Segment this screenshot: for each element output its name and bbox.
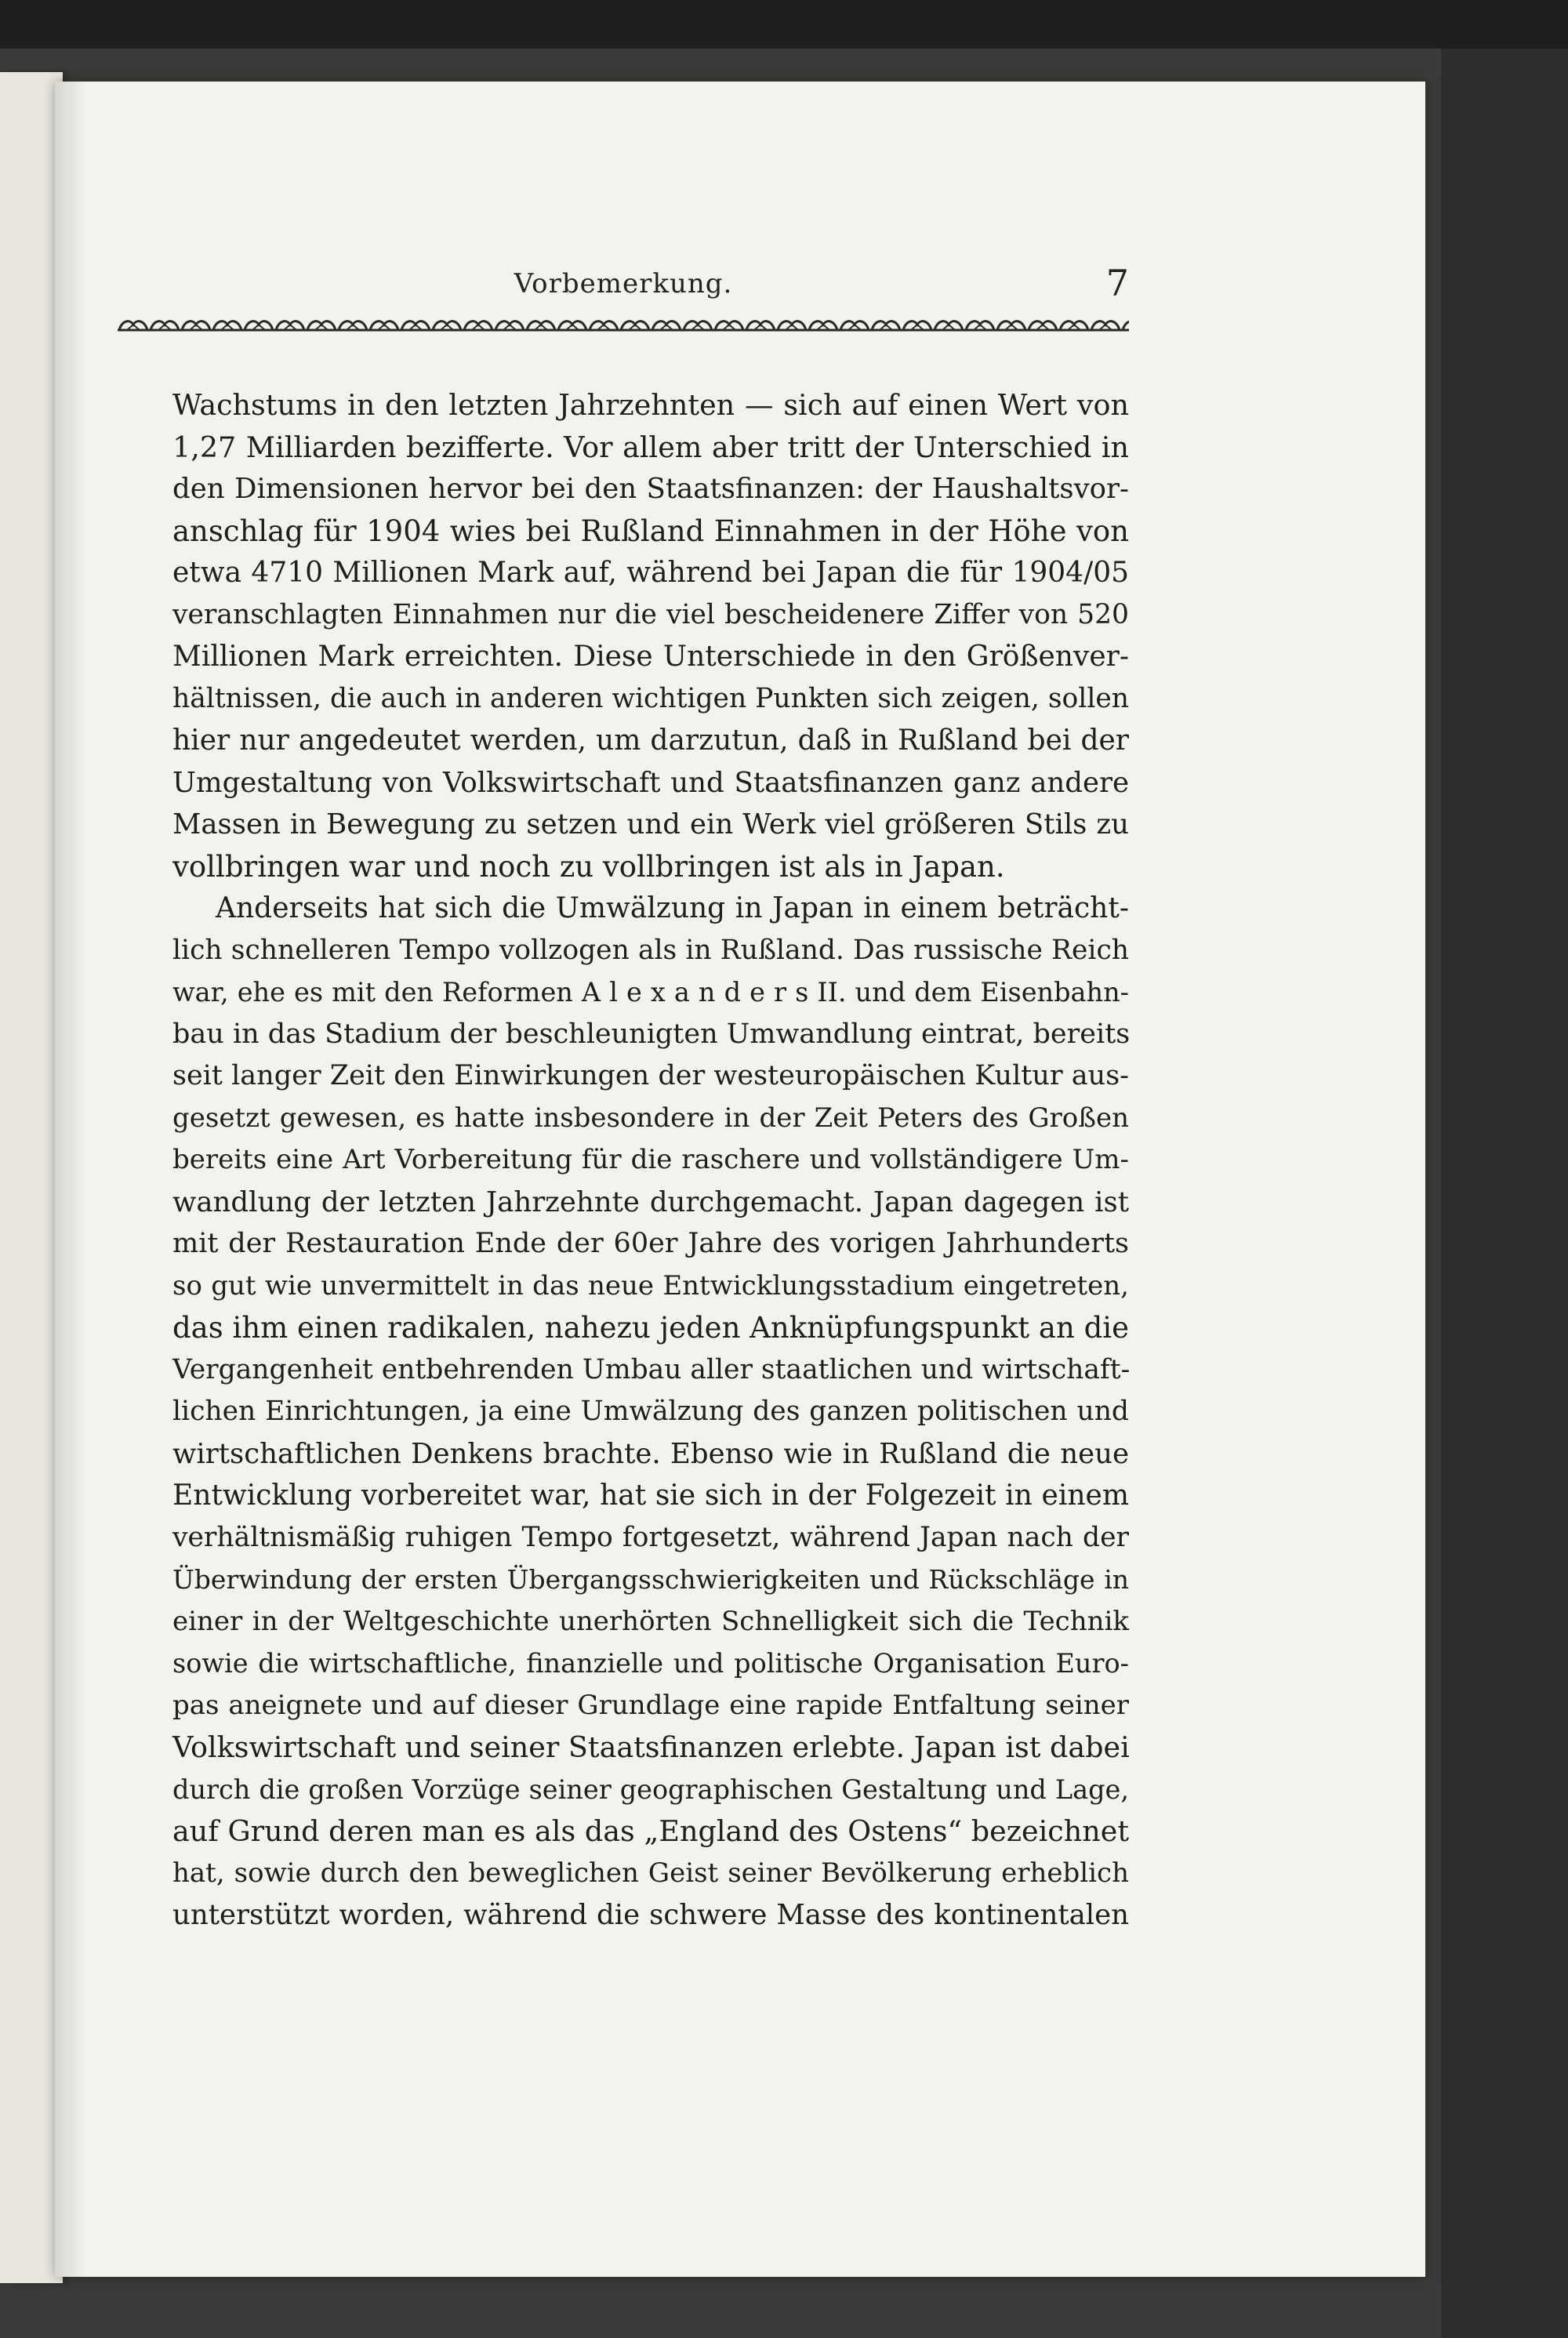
text-line: gesetzt gewesen, es hatte insbesondere in der Zeit Peters des Großen — [172, 1102, 1129, 1134]
text-line: pas aneignete und auf dieser Grundlage eine rapide Entfaltung seiner — [172, 1689, 1129, 1721]
text-line: war, ehe es mit den Reformen A l e x a n d e r s II. und dem Eisenbahn- — [172, 977, 1129, 1007]
text-line: bau in das Stadium der beschleunigten Umwandlung eintrat, bereits — [172, 1018, 1131, 1050]
text-line: Massen in Bewegung zu setzen und ein Werk viel größeren Stils zu — [172, 808, 1129, 840]
text-line: wandlung der letzten Jahrzehnte durchgemacht. Japan dagegen ist — [172, 1185, 1129, 1218]
scan-backdrop-top — [0, 0, 1568, 49]
text-line: hier nur angedeutet werden, um darzutun, daß in Rußland bei der — [172, 724, 1129, 757]
text-line: den Dimensionen hervor bei den Staatsfinanzen: der Haushaltsvor- — [172, 473, 1129, 505]
text-line: 1,27 Milliarden bezifferte. Vor allem aber tritt der Unterschied in — [172, 430, 1129, 464]
ornamental-rule — [118, 317, 1129, 332]
page-number: 7 — [1105, 262, 1129, 304]
text-line: Anderseits hat sich die Umwälzung in Japan in einem beträcht- — [216, 892, 1129, 924]
text-line: Millionen Mark erreichten. Diese Unterschiede in den Größenver- — [172, 641, 1129, 673]
text-line: unterstützt worden, während die schwere Masse des kontinentalen — [172, 1899, 1129, 1931]
text-line: auf Grund deren man es als das „England des Ostens“ bezeichnet — [172, 1814, 1129, 1848]
facing-page-edge — [0, 72, 63, 2283]
text-line: Volkswirtschaft und seiner Staatsfinanzen erlebte. Japan ist dabei — [172, 1730, 1130, 1764]
text-line: Umgestaltung von Volkswirtschaft und Staatsfinanzen ganz andere — [172, 766, 1129, 799]
text-line: anschlag für 1904 wies bei Rußland Einnahmen in der Höhe von — [172, 514, 1129, 548]
gutter-shadow — [55, 82, 86, 2277]
text-line: Wachstums in den letzten Jahrzehnten — sich auf einen Wert von — [172, 388, 1129, 422]
text-line: das ihm einen radikalen, nahezu jeden Anknüpfungspunkt an die — [172, 1311, 1129, 1345]
text-line: Entwicklung vorbereitet war, hat sie sich in der Folgezeit in einem — [172, 1479, 1129, 1512]
page-header — [118, 262, 1129, 314]
text-line: hat, sowie durch den beweglichen Geist seiner Bevölkerung erheblich — [172, 1857, 1129, 1889]
text-line: sowie die wirtschaftliche, finanzielle und politische Organisation Euro- — [172, 1648, 1129, 1679]
text-line: veranschlagten Einnahmen nur die viel bescheidenere Ziffer von 520 — [172, 598, 1129, 630]
text-line: lichen Einrichtungen, ja eine Umwälzung des ganzen politischen und — [172, 1396, 1129, 1427]
running-head: Vorbemerkung. — [514, 268, 733, 300]
text-line: lich schnelleren Tempo vollzogen als in Rußland. Das russische Reich — [172, 934, 1129, 966]
text-line: verhältnismäßig ruhigen Tempo fortgesetzt, während Japan nach der — [172, 1521, 1129, 1553]
text-line: so gut wie unvermittelt in das neue Entwicklungsstadium eingetreten, — [172, 1269, 1129, 1302]
text-line: vollbringen war und noch zu vollbringen ist als in Japan. — [172, 849, 1005, 884]
text-line: bereits eine Art Vorbereitung für die raschere und vollständigere Um- — [172, 1144, 1129, 1175]
body-text — [172, 384, 1129, 1952]
text-line: Überwindung der ersten Übergangsschwierigkeiten und Rückschläge in — [172, 1564, 1129, 1595]
text-line: mit der Restauration Ende der 60er Jahre des vorigen Jahrhunderts — [172, 1228, 1129, 1259]
text-line: durch die großen Vorzüge seiner geographischen Gestaltung und Lage, — [172, 1773, 1129, 1805]
text-line: Vergangenheit entbehrenden Umbau aller staatlichen und wirtschaft- — [172, 1353, 1131, 1385]
text-line: einer in der Weltgeschichte unerhörten Schnelligkeit sich die Technik — [172, 1605, 1129, 1637]
text-line: wirtschaftlichen Denkens brachte. Ebenso wie in Rußland die neue — [172, 1437, 1129, 1470]
scan-backdrop-right — [1441, 49, 1568, 2338]
text-line: seit langer Zeit den Einwirkungen der westeuropäischen Kultur aus- — [172, 1060, 1129, 1091]
text-line: hältnissen, die auch in anderen wichtigen Punkten sich zeigen, sollen — [172, 682, 1129, 714]
text-line: etwa 4710 Millionen Mark auf, während bei Japan die für 1904/05 — [172, 557, 1129, 589]
